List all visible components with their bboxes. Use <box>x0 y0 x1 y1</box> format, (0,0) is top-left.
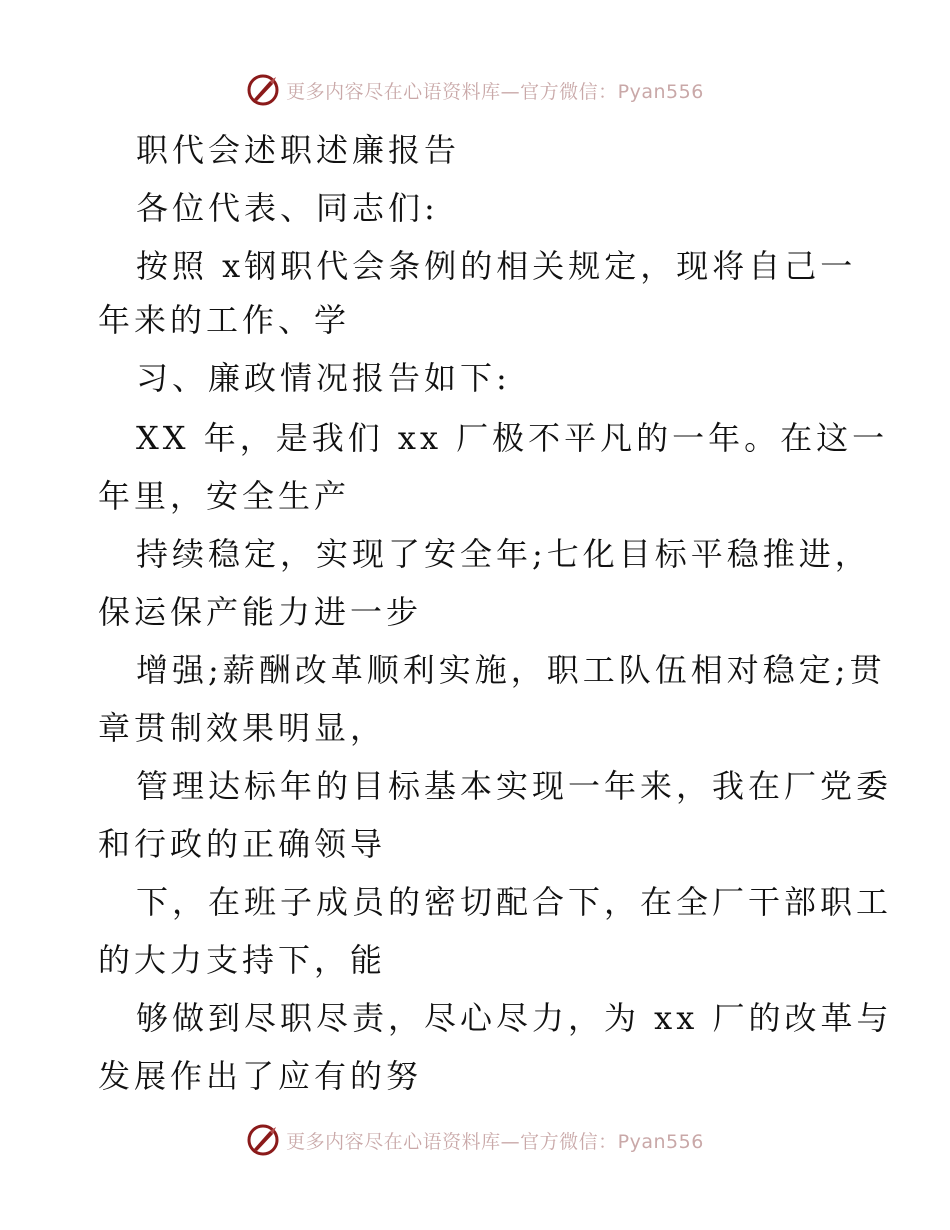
document-salutation: 各位代表、同志们: <box>136 189 439 227</box>
paragraph-line: 的大力支持下，能 <box>98 941 387 979</box>
document-title: 职代会述职述廉报告 <box>136 131 461 169</box>
paragraph-line: XX 年，是我们 xx 厂极不平凡的一年。在这一 <box>136 419 889 457</box>
paragraph-line: 章贯制效果明显， <box>98 709 387 747</box>
paragraph-line: 发展作出了应有的努 <box>98 1057 423 1095</box>
paragraph-line: 下，在班子成员的密切配合下，在全厂干部职工 <box>136 883 893 921</box>
header-watermark <box>0 70 950 110</box>
paragraph-line: 年里，安全生产 <box>98 477 351 515</box>
paragraph-line: 习、廉政情况报告如下: <box>136 359 511 397</box>
paragraph-line: 保运保产能力进一步 <box>98 593 423 631</box>
quill-logo-icon <box>246 73 280 107</box>
footer-watermark <box>0 1120 950 1160</box>
paragraph-line: 持续稳定，实现了安全年;七化目标平稳推进， <box>136 535 871 573</box>
header-watermark-text: 更多内容尽在心语资料库—官方微信：Pyan556 <box>286 80 704 103</box>
paragraph-line: 增强;薪酬改革顺利实施，职工队伍相对稳定;贯 <box>136 651 886 689</box>
footer-watermark-text: 更多内容尽在心语资料库—官方微信：Pyan556 <box>286 1130 704 1153</box>
paragraph-line: 管理达标年的目标基本实现一年来，我在厂党委 <box>136 767 893 805</box>
paragraph-line: 够做到尽职尽责，尽心尽力，为 xx 厂的改革与 <box>136 999 893 1037</box>
paragraph-line: 年来的工作、学 <box>98 301 351 339</box>
paragraph-line: 和行政的正确领导 <box>98 825 387 863</box>
quill-logo-icon <box>246 1123 280 1157</box>
paragraph-line: 按照 x钢职代会条例的相关规定，现将自己一 <box>136 247 857 285</box>
